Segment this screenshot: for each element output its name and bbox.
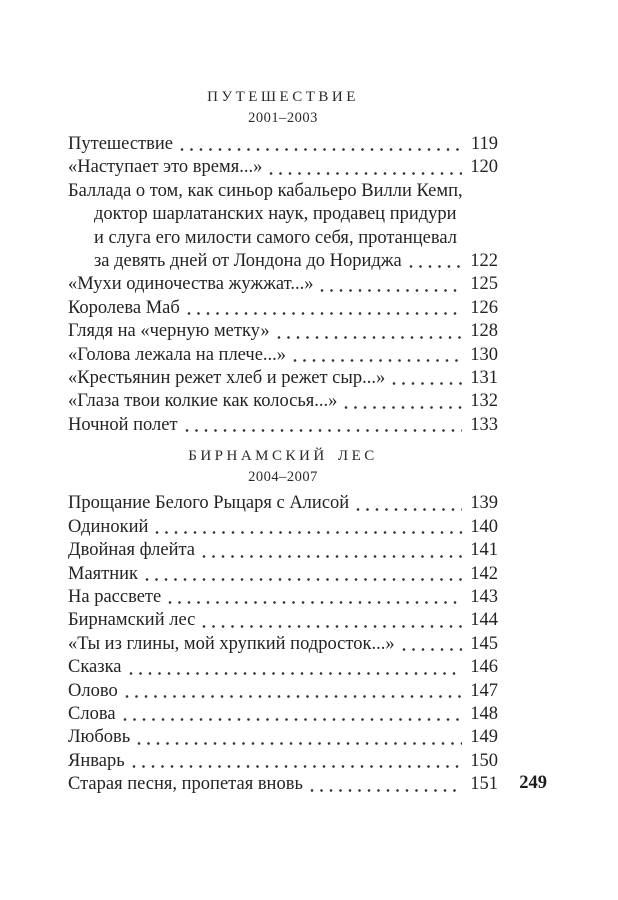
- toc-entry-title: «Наступает это время...»: [68, 157, 263, 178]
- toc-entry-title: «Крестьянин режет хлеб и режет сыр...»: [68, 368, 386, 389]
- toc-entry-page: 126: [470, 297, 498, 318]
- dot-leader: [122, 656, 469, 679]
- dot-leader: [116, 703, 468, 726]
- toc-entry-line: доктор шарлатанских наук, продавец придури: [94, 204, 457, 225]
- toc-entry-title: Путешествие: [68, 134, 173, 154]
- toc-entry-title: Олово: [68, 680, 118, 701]
- toc-entry: [68, 586, 498, 609]
- toc-section-years: 2004–2007: [248, 469, 318, 486]
- dot-leader: [395, 633, 468, 656]
- toc-entry-page: 150: [470, 750, 498, 771]
- dot-leader: [178, 414, 468, 437]
- dot-leader: [130, 726, 468, 749]
- toc-entry: [68, 320, 498, 343]
- toc-entry: [68, 133, 498, 156]
- toc-entry-last-line: [68, 250, 498, 273]
- toc-entry-line: Баллада о том, как синьор кабальеро Вилли Кемп,: [68, 180, 463, 201]
- toc-section-years: 2001–2003: [248, 110, 318, 126]
- toc-entry-title: Королева Маб: [68, 297, 180, 318]
- toc-entry-page: 133: [470, 414, 498, 435]
- toc-entry: [68, 563, 498, 586]
- toc-entry-title: «Голова лежала на плече...»: [68, 344, 287, 365]
- toc-entry-title: «Ты из глины, мой хрупкий подросток...»: [68, 633, 395, 654]
- toc-entry-page: 147: [470, 680, 498, 701]
- toc-entry: [68, 680, 498, 703]
- toc-entry: [68, 633, 498, 656]
- toc-entry: [68, 750, 498, 773]
- toc-entry: [68, 726, 498, 749]
- toc-entry: [68, 297, 498, 320]
- toc-section-travel: [68, 88, 498, 437]
- toc-entry-page: 140: [470, 516, 498, 537]
- toc-entry-title: Глядя на «черную метку»: [68, 321, 270, 342]
- dot-leader: [286, 344, 468, 367]
- toc-entry: [68, 703, 498, 726]
- toc-entry: [68, 367, 498, 390]
- toc-entry-title: Двойная флейта: [68, 540, 196, 561]
- dot-leader: [180, 297, 468, 320]
- toc-entry-page: 125: [470, 274, 498, 295]
- toc-entry-page: 148: [470, 703, 498, 724]
- toc-section-birnam-wood: [68, 447, 498, 796]
- toc-content: [68, 0, 498, 797]
- toc-entry-page: 130: [470, 344, 498, 365]
- toc-entry-title: Любовь: [68, 727, 131, 748]
- toc-entry-page: 141: [470, 540, 498, 561]
- dot-leader: [118, 680, 468, 703]
- toc-entry: [68, 492, 498, 515]
- dot-leader: [303, 773, 468, 796]
- toc-entry-title: Старая песня, пропетая вновь: [68, 774, 303, 795]
- toc-entry-title: Одинокий: [68, 516, 149, 537]
- toc-entry: [68, 609, 498, 632]
- dot-leader: [402, 250, 468, 273]
- toc-entry: [68, 414, 498, 437]
- toc-entry-page: 122: [470, 251, 498, 272]
- dot-leader: [195, 539, 468, 562]
- toc-entry-page: 132: [470, 391, 498, 412]
- dot-leader: [313, 273, 468, 296]
- dot-leader: [385, 367, 468, 390]
- toc-entry-title: «Мухи одиночества жужжат...»: [68, 274, 314, 295]
- toc-entry-page: 146: [470, 657, 498, 678]
- toc-list: [68, 492, 498, 796]
- dot-leader: [270, 320, 468, 343]
- page-folio: 249: [519, 773, 547, 793]
- dot-leader: [349, 492, 468, 515]
- dot-leader: [148, 516, 468, 539]
- toc-entry-page: 143: [470, 586, 498, 607]
- toc-entry: [68, 273, 498, 296]
- toc-entry-line: и слуга его милости самого себя, протанцевал: [94, 227, 457, 248]
- dot-leader: [337, 390, 468, 413]
- toc-entry-page: 144: [470, 610, 498, 631]
- toc-section-title: БИРНАМСКИЙ ЛЕС: [188, 448, 378, 465]
- dot-leader: [195, 609, 468, 632]
- dot-leader: [138, 563, 468, 586]
- toc-entry: [68, 539, 498, 562]
- toc-section-title: ПУТЕШЕСТВИЕ: [207, 89, 359, 105]
- toc-entry: [68, 344, 498, 367]
- dot-leader: [161, 586, 468, 609]
- toc-entry-title: за девять дней от Лондона до Нориджа: [94, 251, 402, 272]
- toc-entry: [68, 390, 498, 413]
- toc-entry: [68, 180, 498, 274]
- toc-entry-title: Январь: [68, 750, 125, 771]
- dot-leader: [173, 133, 468, 156]
- toc-entry: [68, 156, 498, 179]
- toc-entry-title: Бирнамский лес: [68, 610, 196, 631]
- dot-leader: [262, 156, 468, 179]
- toc-entry-title: На рассвете: [68, 586, 162, 607]
- toc-entry-title: Ночной полет: [68, 414, 178, 435]
- toc-entry: [68, 516, 498, 539]
- toc-entry-title: Слова: [68, 703, 116, 724]
- toc-entry-page: 131: [470, 368, 498, 389]
- toc-entry-page: 119: [470, 134, 498, 154]
- toc-entry: [68, 656, 498, 679]
- toc-entry: [68, 773, 498, 796]
- toc-list: [68, 133, 498, 437]
- toc-entry-page: 149: [470, 727, 498, 748]
- toc-entry-page: 139: [470, 493, 498, 514]
- dot-leader: [125, 750, 468, 773]
- toc-entry-page: 128: [470, 321, 498, 342]
- toc-entry-page: 145: [470, 633, 498, 654]
- toc-entry-title: Прощание Белого Рыцаря с Алисой: [68, 493, 350, 514]
- toc-entry-page: 151: [470, 774, 498, 795]
- toc-entry-title: Сказка: [68, 657, 122, 678]
- toc-entry-page: 120: [470, 157, 498, 178]
- toc-entry-page: 142: [470, 563, 498, 584]
- toc-entry-title: Маятник: [68, 563, 139, 584]
- toc-entry-title: «Глаза твои колкие как колосья...»: [68, 391, 338, 412]
